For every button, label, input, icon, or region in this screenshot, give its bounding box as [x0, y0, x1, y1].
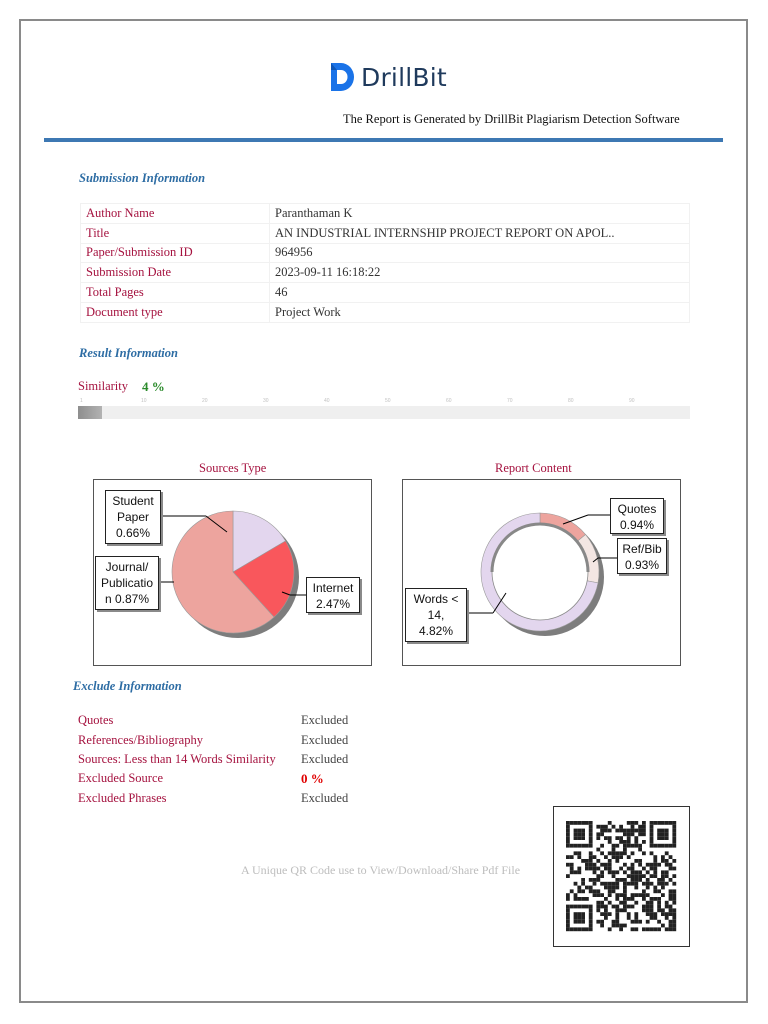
submission-info-title: Submission Information: [79, 171, 206, 185]
drillbit-logo: [328, 62, 447, 92]
report-tagline: The Report is Generated by DrillBit Plagiarism Detection Software: [343, 112, 680, 126]
scale-tick: 70: [507, 398, 513, 404]
qr-code[interactable]: [553, 806, 690, 947]
journal-label: Journal/ Publicatio n 0.87%: [95, 556, 159, 610]
qr-code-icon: [554, 807, 689, 946]
exclude-value: Excluded: [301, 791, 349, 805]
content-chart-title: Report Content: [495, 461, 572, 475]
row-label: Document type: [81, 302, 270, 322]
row-value: 2023-09-11 16:18:22: [270, 263, 690, 283]
student-paper-label: Student Paper 0.66%: [105, 490, 161, 544]
refbib-label: Ref/Bib 0.93%: [617, 538, 667, 574]
row-value: Paranthaman K: [270, 204, 690, 224]
qr-caption: A Unique QR Code use to View/Download/Share Pdf File: [241, 863, 521, 877]
scale-tick: 60: [446, 398, 452, 404]
scale-tick: 50: [385, 398, 391, 404]
scale-tick: 40: [324, 398, 330, 404]
quotes-label: Quotes 0.94%: [610, 498, 664, 534]
scale-tick: 90: [629, 398, 635, 404]
submission-info-table: [80, 203, 690, 323]
exclude-label: Excluded Source: [78, 771, 164, 785]
sources-chart-title: Sources Type: [199, 461, 267, 475]
scale-tick: 30: [263, 398, 269, 404]
exclude-label: Quotes: [78, 713, 114, 727]
row-label: Submission Date: [81, 263, 270, 283]
drillbit-logo-icon: [328, 62, 356, 92]
exclude-label: Excluded Phrases: [78, 791, 167, 805]
table-row: [81, 204, 690, 224]
brand-name: DrillBit: [361, 62, 447, 92]
row-label: Paper/Submission ID: [81, 243, 270, 263]
scale-tick: 1: [80, 398, 83, 404]
row-value: AN INDUSTRIAL INTERNSHIP PROJECT REPORT ON APOL..: [270, 223, 690, 243]
exclude-value: 0 %: [301, 771, 324, 786]
sources-chart: [93, 479, 372, 666]
header-divider: [44, 138, 723, 142]
qr-modules: [566, 821, 676, 931]
exclude-label: Sources: Less than 14 Words Similarity: [78, 752, 276, 766]
scale-tick: 10: [141, 398, 147, 404]
scale-tick: 80: [568, 398, 574, 404]
internet-label: Internet 2.47%: [306, 577, 360, 613]
table-row: [81, 263, 690, 283]
exclude-label: References/Bibliography: [78, 733, 203, 747]
exclude-value: Excluded: [301, 713, 349, 727]
similarity-bar-fill: [78, 406, 102, 419]
table-row: [81, 243, 690, 263]
row-label: Total Pages: [81, 283, 270, 303]
exclude-value: Excluded: [301, 733, 349, 747]
row-label: Author Name: [81, 204, 270, 224]
table-row: [81, 283, 690, 303]
table-row: [81, 223, 690, 243]
exclude-info-title: Exclude Information: [73, 679, 182, 693]
similarity-label: Similarity: [78, 379, 128, 393]
result-info-title: Result Information: [79, 346, 178, 360]
exclude-value: Excluded: [301, 752, 349, 766]
row-value: 964956: [270, 243, 690, 263]
row-value: 46: [270, 283, 690, 303]
table-row: [81, 302, 690, 322]
row-value: Project Work: [270, 302, 690, 322]
content-chart: [402, 479, 681, 666]
similarity-value: 4 %: [142, 379, 165, 394]
words-label: Words < 14, 4.82%: [405, 588, 467, 642]
similarity-bar: [78, 406, 690, 419]
row-label: Title: [81, 223, 270, 243]
scale-tick: 20: [202, 398, 208, 404]
